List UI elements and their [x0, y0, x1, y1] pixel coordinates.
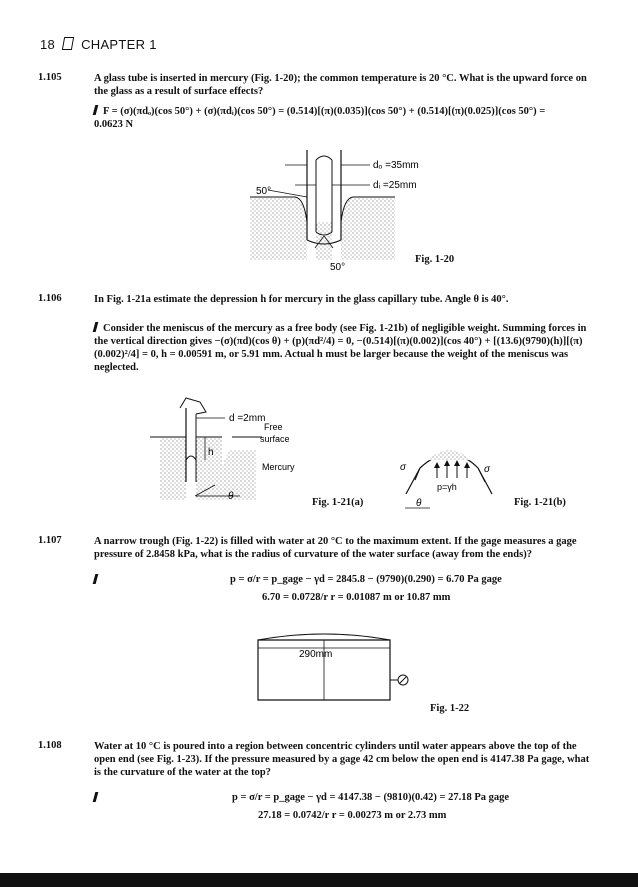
label-sigma-left: σ	[400, 462, 407, 473]
figure-caption: Fig. 1-22	[430, 703, 470, 714]
figure-1-22	[258, 634, 408, 700]
label-surface: surface	[260, 434, 290, 444]
problem-text: Water at 10 °C is poured into a region between concentric cylinders until water appears above the top of the open end (see Fig. 1-23). If the pressure measured by a gage 42 cm below the open end is 4147.38 Pa gage, what is the curvature of the water at the top?	[94, 741, 590, 778]
solution	[94, 322, 599, 374]
equation: p = σ/r = p_gage − γd = 4147.38 − (9810)(0.42) = 27.18 Pa gage	[232, 792, 510, 803]
problem-text: A narrow trough (Fig. 1-22) is filled with water at 20 °C to the maximum extent. If the gage measures a gage pressure of 2.8458 kPa, what is the radius of curvature of the water surface (away from the ends)?	[94, 536, 577, 560]
label-h: h	[208, 447, 214, 458]
solution-marker-icon	[93, 322, 99, 332]
label-theta-b: θ	[416, 498, 422, 509]
label-free: Free	[264, 422, 283, 432]
figure-caption: Fig. 1-21(a)	[312, 497, 364, 508]
label-outer-diameter: dₒ =35mm	[373, 160, 419, 171]
problem-number: 1.105	[38, 72, 62, 83]
label-inner-diameter: dᵢ =25mm	[373, 180, 417, 191]
figure-1-20	[250, 150, 419, 273]
label-mercury: Mercury	[262, 462, 295, 472]
label-pressure: p=γh	[437, 482, 457, 492]
figure-1-21b	[400, 450, 492, 509]
problem-number: 1.106	[38, 293, 62, 304]
solution	[94, 792, 114, 805]
problem-number: 1.107	[38, 535, 62, 546]
figure-caption: Fig. 1-20	[415, 254, 455, 265]
equation: p = σ/r = p_gage − γd = 2845.8 − (9790)(0.290) = 6.70 Pa gage	[230, 574, 502, 585]
page-bottom-edge	[0, 873, 638, 887]
solution	[94, 574, 114, 587]
problem-text: In Fig. 1-21a estimate the depression h for mercury in the glass capillary tube. Angle θ is 40°.	[94, 294, 509, 305]
problem-text: A glass tube is inserted in mercury (Fig. 1-20); the common temperature is 20 °C. What is the upward force on the glass as a result of surface effects?	[94, 73, 587, 97]
solution-marker-icon	[93, 574, 99, 584]
label-diameter: d =2mm	[229, 413, 266, 424]
solution-result: 0.0623 N	[94, 119, 134, 130]
label-theta: θ	[228, 491, 234, 502]
solution-text: Consider the meniscus of the mercury as a free body (see Fig. 1-21b) of negligible weight. Summing forces in the vertical direction gives −(σ)(πd)(cos θ) + (p)(πd²/4) = 0, −(0.514)[(π)(0.002)](cos 40°) + [(13.6)(9790)(h)][(π)(0.002)²/4] = 0, h = 0.00591 m, or 5.91 mm. Actual h must be larger because the weight of the meniscus was neglected.	[94, 323, 587, 373]
label-angle-left: 50°	[256, 186, 272, 197]
problem-number: 1.108	[38, 740, 62, 751]
figure-caption: Fig. 1-21(b)	[514, 497, 566, 508]
solution-marker-icon	[93, 792, 99, 802]
label-angle-bottom: 50°	[330, 262, 346, 273]
label-sigma-right: σ	[484, 464, 491, 475]
label-depth: 290mm	[299, 649, 333, 660]
chapter-title: CHAPTER 1	[81, 37, 157, 52]
equation: 6.70 = 0.0728/r r = 0.01087 m or 10.87 mm	[262, 592, 451, 603]
solution-line: F = (σ)(πdₒ)(cos 50°) + (σ)(πdᵢ)(cos 50°) = (0.514)[(π)(0.035)](cos 50°) + (0.514)[(π)(0.025)](cos 50°) =	[103, 106, 546, 117]
figure-1-21a	[150, 398, 295, 502]
equation: 27.18 = 0.0742/r r = 0.00273 m or 2.73 mm	[258, 810, 447, 821]
page-number: 18	[40, 37, 56, 52]
